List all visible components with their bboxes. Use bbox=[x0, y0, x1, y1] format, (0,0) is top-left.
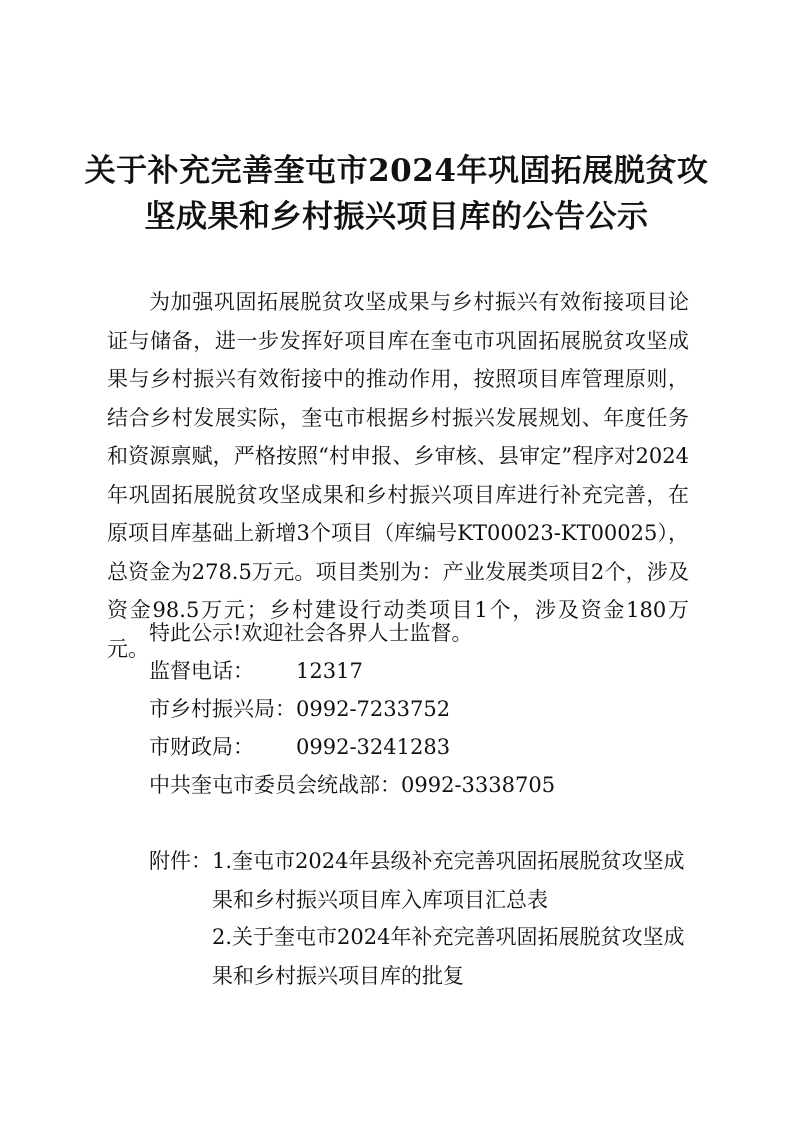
attachment-item bbox=[212, 918, 689, 995]
contact-value: 12317 bbox=[296, 659, 363, 683]
contact-label: 市财政局： bbox=[149, 735, 254, 759]
contact-label: 中共奎屯市委员会统战部： bbox=[149, 773, 401, 797]
contact-row bbox=[149, 652, 363, 690]
contact-label: 监督电话： bbox=[149, 659, 254, 683]
contact-row bbox=[149, 766, 555, 804]
attachment-item bbox=[212, 842, 689, 919]
contact-row bbox=[149, 728, 450, 766]
contact-value: 0992-3338705 bbox=[401, 773, 556, 797]
body-paragraph: 为加强巩固拓展脱贫攻坚成果与乡村振兴有效衔接项目论证与储备，进一步发挥好项目库在奎屯市巩固拓展脱贫攻坚成果与乡村振兴有效衔接中的推动作用，按照项目库管理原则，结合乡村发展实际，奎屯市根据乡村振兴发展规划、年度任务和资源禀赋，严格按照“村申报、乡审核、县审定”程序对2024年巩固拓展脱贫攻坚成果和乡村振兴项目库进行补充完善，在原项目库基础上新增3个项目（库编号KT00023-KT00025），总资金为278.5万元。项目类别为：产业发展类项目2个，涉及资金98.5万元；乡村建设行动类项目1个，涉及资金180万元。 bbox=[107, 290, 689, 661]
attachment-line: 果和乡村振兴项目库的批复 bbox=[212, 963, 464, 988]
contact-row bbox=[149, 690, 450, 728]
contact-label: 市乡村振兴局： bbox=[149, 697, 296, 721]
attachment-line: 1.奎屯市2024年县级补充完善巩固拓展脱贫攻坚成 bbox=[212, 849, 685, 873]
contact-value: 0992-3241283 bbox=[296, 735, 451, 759]
attachment-line: 2.关于奎屯市2024年补充完善巩固拓展脱贫攻坚成 bbox=[212, 925, 685, 949]
attachments-label: 附件： bbox=[149, 849, 212, 873]
contact-value: 0992-7233752 bbox=[296, 697, 451, 721]
title-line-1: 关于补充完善奎屯市2024年巩固拓展脱贫攻 bbox=[84, 153, 709, 189]
attachment-line: 果和乡村振兴项目库入库项目汇总表 bbox=[212, 887, 548, 912]
document-title bbox=[60, 148, 733, 240]
notice-line: 特此公示!欢迎社会各界人士监督。 bbox=[149, 621, 473, 645]
title-line-2: 坚成果和乡村振兴项目库的公告公示 bbox=[144, 199, 649, 235]
